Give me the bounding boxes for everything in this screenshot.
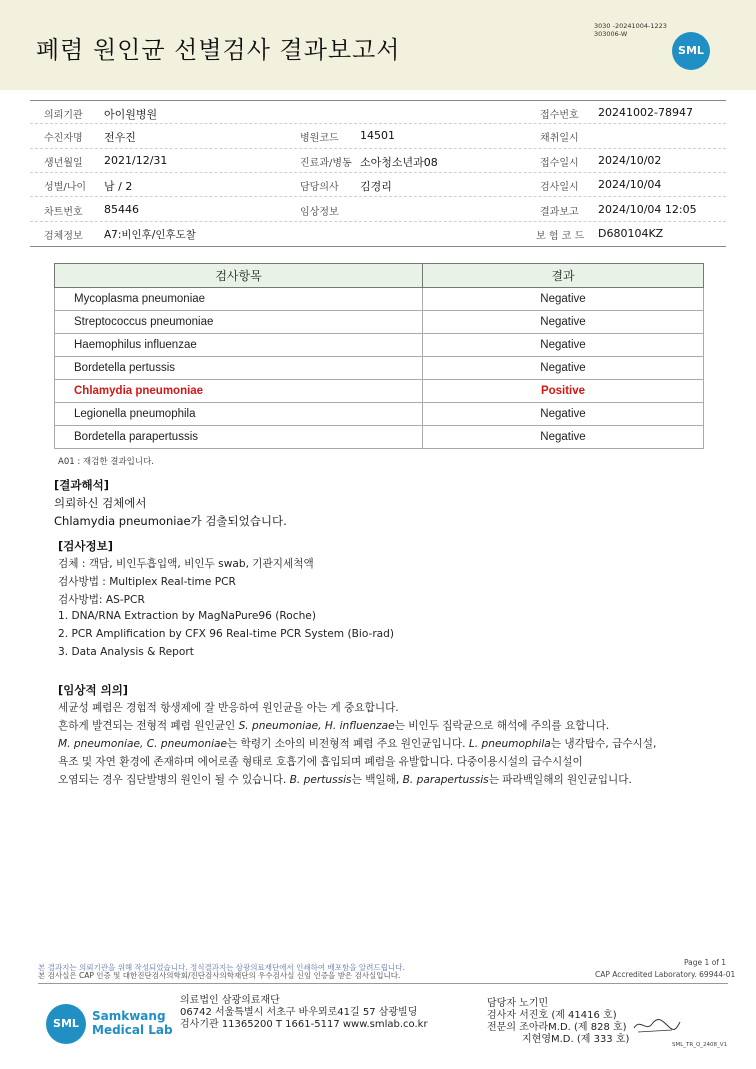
- test-info-line: 3. Data Analysis & Report: [58, 646, 194, 658]
- test-result: Positive: [423, 380, 704, 403]
- document-id-line: 303006-W: [594, 30, 628, 38]
- report-title: 폐렴 원인균 선별검사 결과보고서: [36, 36, 401, 64]
- text-span: 는 냉각탑수, 급수시설,: [550, 738, 657, 750]
- field-label: 접수일시: [540, 158, 579, 169]
- specimen-field: [44, 227, 196, 242]
- field-value: 20241002-78947: [598, 106, 693, 119]
- test-item: Bordetella pertussis: [55, 357, 423, 380]
- table-row: [55, 357, 704, 380]
- field-value: 아이원병원: [104, 108, 158, 121]
- institution-field: [44, 106, 158, 121]
- text-span: 는 학령기 소아의 비전형적 폐렴 주요 원인균입니다.: [227, 738, 469, 750]
- test-date-field: [540, 178, 662, 193]
- staff-line: 담당자 노기민: [487, 998, 549, 1009]
- species-name: L. pneumophila: [468, 738, 551, 750]
- species-name: M. pneumoniae, C. pneumoniae: [58, 738, 228, 750]
- field-value: 전우진: [104, 131, 136, 144]
- test-info-line: 검사방법: AS-PCR: [58, 594, 145, 606]
- field-value: 85446: [104, 203, 139, 216]
- field-label: 접수번호: [540, 110, 579, 121]
- table-row: [55, 334, 704, 357]
- field-value: 2024/10/04: [598, 178, 662, 191]
- document-id-line: 3030 -20241004-1223: [594, 22, 667, 30]
- doctor-field: [300, 178, 392, 193]
- field-label: 보 험 코 드: [536, 231, 585, 242]
- birth-field: [44, 154, 168, 169]
- table-row: [55, 426, 704, 449]
- column-header-item: 검사항목: [55, 264, 423, 288]
- address-line: 검사기관 11365200 T 1661-5117 www.smlab.co.kr: [180, 1019, 428, 1030]
- test-item: Mycoplasma pneumoniae: [55, 288, 423, 311]
- table-row: [55, 311, 704, 334]
- insurance-code-field: [536, 227, 664, 242]
- species-name: B. pertussis: [289, 774, 352, 786]
- species-name: B. parapertussis: [402, 774, 489, 786]
- receipt-no-field: [540, 106, 693, 121]
- clinical-line: [58, 736, 656, 751]
- field-value: 2024/10/02: [598, 154, 662, 167]
- clinical-heading: [58, 682, 128, 698]
- clinical-line: [58, 718, 609, 733]
- document-id: [594, 22, 667, 38]
- test-result: Negative: [423, 288, 704, 311]
- test-result: Negative: [423, 311, 704, 334]
- text-span: 는 백일해,: [351, 774, 403, 786]
- column-header-result: 결과: [423, 264, 704, 288]
- cap-accreditation: CAP Accredited Laboratory. 69944-01: [595, 970, 736, 979]
- sex-age-field: [44, 178, 133, 193]
- field-label: 담당의사: [300, 182, 339, 193]
- test-item: Streptococcus pneumoniae: [55, 311, 423, 334]
- test-result: Negative: [423, 357, 704, 380]
- field-value: A7:비인후/인후도찰: [104, 229, 196, 241]
- name-field: [44, 129, 136, 144]
- test-info-heading: [58, 538, 113, 554]
- address-line: 의료법인 삼광의료재단: [180, 995, 280, 1006]
- receipt-date-field: [540, 154, 662, 169]
- table-row: [55, 403, 704, 426]
- test-item: Haemophilus influenzae: [55, 334, 423, 357]
- divider: [30, 100, 726, 101]
- interpretation-heading: [54, 477, 109, 493]
- sml-logo-text: SML: [678, 44, 704, 57]
- staff-line: 검사자 서진호 (제 41416 호): [487, 1010, 617, 1021]
- department-field: [300, 154, 438, 169]
- lab-address: [180, 995, 428, 1031]
- field-label: 생년월일: [44, 158, 83, 169]
- species-name: S. pneumoniae, H. influenzae: [238, 720, 395, 732]
- text-span: 흔하게 발견되는 전형적 폐렴 원인균인: [58, 720, 239, 732]
- divider: [30, 148, 726, 149]
- field-label: 채취일시: [540, 133, 579, 144]
- field-value: D680104KZ: [598, 227, 664, 240]
- field-label: 검체정보: [44, 231, 83, 242]
- field-label: 병원코드: [300, 133, 339, 144]
- test-result: Negative: [423, 403, 704, 426]
- test-result: Negative: [423, 334, 704, 357]
- clinical-line: 세균성 폐렴은 경험적 항생제에 잘 반응하여 원인균을 아는 게 중요합니다.: [58, 702, 399, 714]
- section-heading: [결과해석]: [54, 478, 109, 492]
- form-code: SML_TR_Q_2408_V1: [672, 1042, 728, 1048]
- test-item: Legionella pneumophila: [55, 403, 423, 426]
- staff-line: 지현영M.D. (제 333 호): [522, 1034, 630, 1045]
- divider: [30, 246, 726, 247]
- retest-note: A01 : 재검한 결과입니다.: [58, 457, 154, 467]
- clinical-line: 욕조 및 자연 환경에 존재하며 에어로졸 형태로 호흡기에 흡입되며 폐렴을 유발합니다. 다중이용시설의 급수시설이: [58, 756, 583, 768]
- footer-notice: 본 결과지는 의뢰기관을 위해 작성되었습니다. 정식결과지는 삼광의료재단에서 인쇄하여 배포함을 알려드립니다.: [38, 963, 405, 972]
- divider: [38, 983, 728, 984]
- section-heading: [검사정보]: [58, 539, 113, 553]
- brand-line: Medical Lab: [92, 1023, 173, 1037]
- brand-name: [92, 1009, 173, 1037]
- test-item: Bordetella parapertussis: [55, 426, 423, 449]
- brand-line: Samkwang: [92, 1009, 166, 1023]
- divider: [30, 172, 726, 173]
- divider: [30, 221, 726, 222]
- divider: [30, 123, 726, 124]
- text-span: 는 파라백일해의 원인균입니다.: [488, 774, 632, 786]
- address-line: 06742 서울특별시 서초구 바우뫼로41길 57 삼광빌딩: [180, 1007, 418, 1018]
- report-date-field: [540, 203, 697, 218]
- field-value: 소아청소년과08: [360, 156, 438, 169]
- field-value: 14501: [360, 129, 395, 142]
- test-info-line: 1. DNA/RNA Extraction by MagNaPure96 (Roche): [58, 610, 316, 622]
- test-result: Negative: [423, 426, 704, 449]
- hospital-code-field: [300, 129, 395, 144]
- test-info-line: 검사방법 : Multiplex Real-time PCR: [58, 576, 236, 588]
- test-item: Chlamydia pneumoniae: [55, 380, 423, 403]
- field-label: 수진자명: [44, 133, 83, 144]
- table-header-row: [55, 264, 704, 288]
- chart-no-field: [44, 203, 139, 218]
- table-row: [55, 288, 704, 311]
- field-value: 김경리: [360, 180, 392, 193]
- page-number: Page 1 of 1: [684, 958, 727, 967]
- field-label: 성별/나이: [44, 182, 87, 193]
- text-span: 는 비인두 집락균으로 해석에 주의를 요합니다.: [394, 720, 610, 732]
- field-value: 2024/10/04 12:05: [598, 203, 697, 216]
- field-label: 검사일시: [540, 182, 579, 193]
- footer-notice: 본 검사실은 CAP 인증 및 대한진단검사의학회/진단검사의학재단의 우수검사실 신임 인증을 받은 검사실입니다.: [38, 971, 401, 980]
- field-label: 차트번호: [44, 207, 83, 218]
- field-label: 결과보고: [540, 207, 579, 218]
- results-table: [54, 263, 704, 449]
- field-label: 임상정보: [300, 207, 339, 218]
- field-value: 2021/12/31: [104, 154, 168, 167]
- section-heading: [임상적 의의]: [58, 683, 129, 697]
- test-info-line: 검체 : 객담, 비인두흡입액, 비인두 swab, 기관지세척액: [58, 558, 314, 570]
- table-row-positive: [55, 380, 704, 403]
- field-label: 진료과/병동: [300, 158, 352, 169]
- collection-field: [540, 129, 579, 144]
- interpretation-line: 의뢰하신 검체에서: [54, 496, 147, 510]
- divider: [30, 196, 726, 197]
- sml-logo-text: SML: [53, 1017, 79, 1030]
- field-value: 남 / 2: [104, 180, 133, 193]
- lab-staff: [487, 998, 629, 1046]
- text-span: 오염되는 경우 집단발병의 원인이 될 수 있습니다.: [58, 774, 290, 786]
- doctor-signature: [632, 1014, 682, 1036]
- staff-line: 전문의 조아라M.D. (제 828 호): [487, 1022, 627, 1033]
- test-info-line: 2. PCR Amplification by CFX 96 Real-time PCR System (Bio-rad): [58, 628, 395, 640]
- interpretation-line: Chlamydia pneumoniae가 검출되었습니다.: [54, 514, 287, 528]
- clinical-info-field: [300, 203, 339, 218]
- field-label: 의뢰기관: [44, 110, 83, 121]
- clinical-line: [58, 772, 632, 787]
